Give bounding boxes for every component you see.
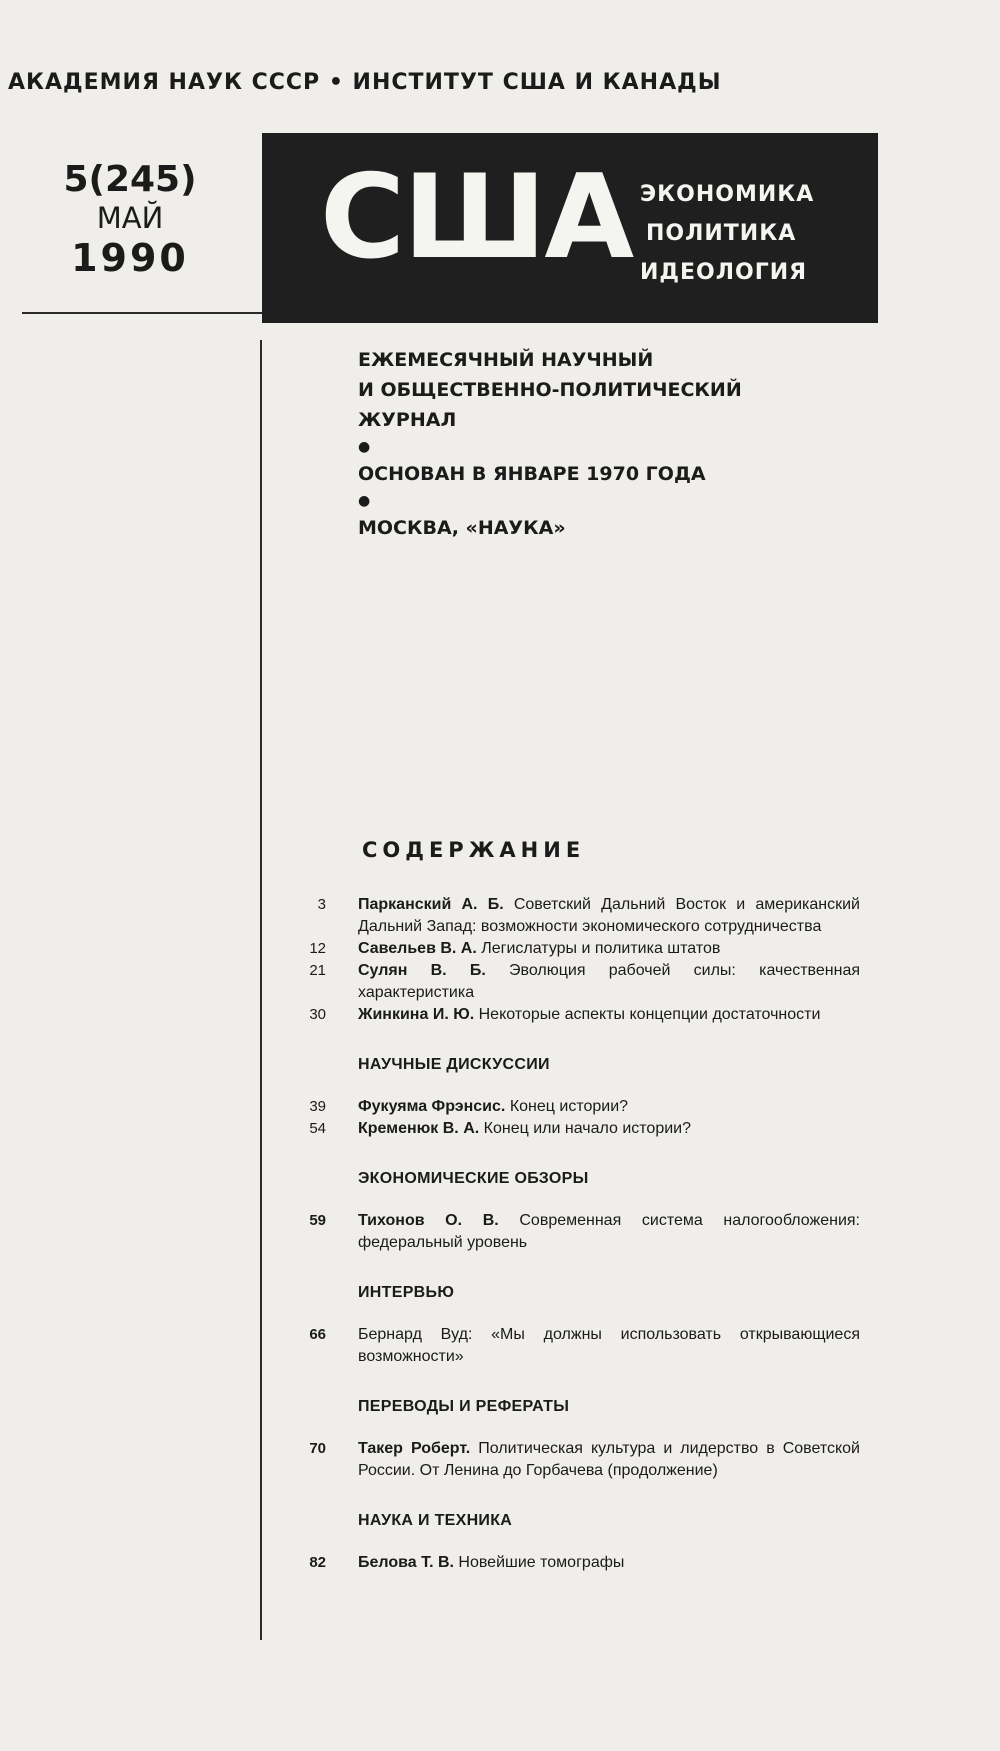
journal-info [358,345,878,543]
toc-entry[interactable] [290,1210,860,1254]
toc-page-number: 54 [309,1120,326,1137]
toc-author: Фукуяма Фрэнсис. [358,1098,506,1115]
toc-author: Тихонов О. В. [358,1212,499,1229]
toc-entry[interactable] [290,1552,860,1574]
toc-section-heading: ЭКОНОМИЧЕСКИЕ ОБЗОРЫ [358,1170,589,1187]
toc-title: Некоторые аспекты концепции достаточности [478,1006,821,1023]
issue-info [30,160,230,280]
masthead-subtitle: ИДЕОЛОГИЯ [640,260,808,285]
toc-author: Белова Т. В. [358,1554,454,1571]
journal-description-line: ЕЖЕМЕСЯЧНЫЙ НАУЧНЫЙ [358,349,654,371]
toc-author: Такер Роберт. [358,1440,471,1457]
issue-month: МАЙ [96,201,164,235]
toc-title: Бернард Вуд: «Мы должны использовать открывающиеся возможности» [358,1326,860,1365]
toc-title: Эволюция рабочей силы: качественная характеристика [358,962,860,1001]
toc-entry[interactable] [290,1004,860,1026]
toc-page-number: 3 [317,896,326,913]
toc-author: Парканский А. Б. [358,896,504,913]
toc-title: Конец или начало истории? [483,1120,691,1137]
toc-entry[interactable] [290,960,860,1004]
toc-author: Сулян В. Б. [358,962,486,979]
toc-page-number: 12 [309,940,326,957]
masthead-subtitle: ПОЛИТИКА [646,221,797,246]
masthead [262,133,878,323]
toc-title: Конец истории? [509,1098,629,1115]
toc-title: Современная система налогообложения: федеральный уровень [358,1212,860,1251]
toc-section-heading: НАУКА И ТЕХНИКА [358,1512,513,1529]
toc-page-number: 82 [309,1554,326,1571]
toc-title: Советский Дальний Восток и американский Дальний Запад: возможности экономического сотрудничества [358,896,860,935]
toc-entry[interactable] [290,1324,860,1368]
issue-year: 1990 [71,236,189,280]
toc-entry[interactable] [290,938,860,960]
toc-entry[interactable] [290,1438,860,1482]
masthead-title: США [320,150,633,285]
toc-page-number: 30 [309,1006,326,1023]
toc-page-number: 21 [309,962,326,979]
issue-number: 5(245) [63,159,197,200]
masthead-subtitles [640,175,814,292]
contents-heading: СОДЕРЖАНИЕ [362,838,586,862]
vertical-rule [260,340,262,1640]
masthead-subtitle: ЭКОНОМИКА [640,182,815,207]
toc-page-number: 39 [309,1098,326,1115]
publisher-text: МОСКВА, «НАУКА» [358,517,566,539]
toc-title: Политическая культура и лидерство в Советской России. От Ленина до Горбачева (продолжение) [358,1440,860,1479]
toc-page-number: 66 [309,1326,326,1343]
toc-section-heading: НАУЧНЫЕ ДИСКУССИИ [358,1056,550,1073]
toc-entry[interactable] [290,894,860,938]
bullet-dot: ● [358,493,371,509]
toc-section-heading: ПЕРЕВОДЫ И РЕФЕРАТЫ [358,1398,570,1415]
toc-page-number: 70 [309,1440,326,1457]
toc-author: Кременюк В. А. [358,1120,480,1137]
toc-entry[interactable] [290,1096,860,1118]
table-of-contents [290,894,860,1574]
toc-title: Новейшие томографы [458,1554,625,1571]
toc-section-heading: ИНТЕРВЬЮ [358,1284,455,1301]
toc-author: Савельев В. А. [358,940,477,957]
toc-title: Легислатуры и политика штатов [481,940,721,957]
journal-description-line: ЖУРНАЛ [358,409,457,431]
founded-text: ОСНОВАН В ЯНВАРЕ 1970 ГОДА [358,463,706,485]
toc-entry[interactable] [290,1118,860,1140]
horizontal-rule [22,312,262,314]
toc-page-number: 59 [309,1212,326,1229]
toc-author: Жинкина И. Ю. [358,1006,475,1023]
bullet-dot: ● [358,439,371,455]
journal-description-line: И ОБЩЕСТВЕННО-ПОЛИТИЧЕСКИЙ [358,379,742,401]
organization-line: АКАДЕМИЯ НАУК СССР • ИНСТИТУТ США И КАНАДЫ [8,70,722,95]
